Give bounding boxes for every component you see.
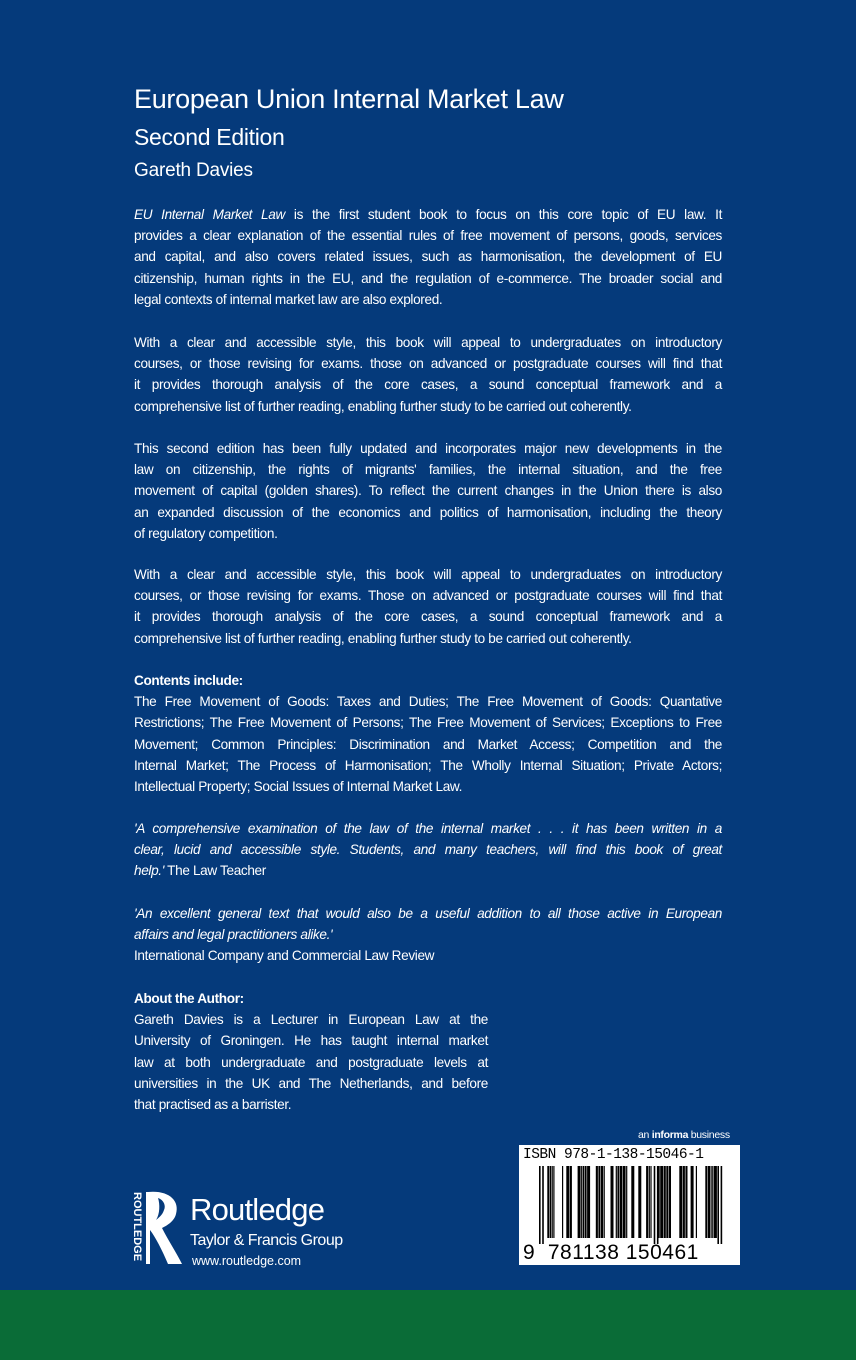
barcode-bar xyxy=(566,1166,569,1238)
p3-line: movement of capital (golden shares). To reflect the current changes in the Union there is also xyxy=(134,483,722,499)
barcode-bar xyxy=(570,1166,572,1238)
paragraph-4 xyxy=(134,564,722,649)
p3-line: This second edition has been fully updated and incorporates major new developments in the xyxy=(134,441,722,456)
about-author xyxy=(134,988,488,1115)
intro-lead: EU Internal Market Law xyxy=(134,207,285,222)
barcode-bar xyxy=(553,1166,554,1238)
barcode-bar xyxy=(598,1166,600,1238)
barcode-bar xyxy=(679,1166,682,1238)
contents-section xyxy=(134,670,722,797)
contents-line: Movement; Common Principles: Discrimination and Market Access; Competition and the xyxy=(134,736,722,752)
barcode-bar xyxy=(552,1166,553,1238)
publisher-website[interactable]: www.routledge.com xyxy=(192,1254,302,1268)
barcode-bar xyxy=(578,1166,581,1238)
barcode-bar xyxy=(601,1166,603,1238)
quote-line: 'An excellent general text that would also be a useful addition to all those active in European xyxy=(134,906,722,921)
p4-line: it provides thorough analysis of the core cases, a sound conceptual framework and a xyxy=(134,609,722,625)
quote-line: affairs and legal practitioners alike.' xyxy=(134,927,333,943)
quote-line: help.' xyxy=(134,863,164,879)
barcode-bar xyxy=(542,1166,544,1244)
barcode-bar xyxy=(587,1166,590,1238)
bottom-band xyxy=(0,1290,856,1360)
quote-line: clear, lucid and accessible style. Students, and many teachers, will find this book of great xyxy=(134,842,722,858)
about-line: Gareth Davies is a Lecturer in European Law at the xyxy=(134,1012,488,1028)
about-heading: About the Author: xyxy=(134,991,244,1006)
review-quote-2 xyxy=(134,903,722,967)
barcode-bar xyxy=(646,1166,648,1238)
barcode-bar xyxy=(685,1166,687,1238)
barcode-bar xyxy=(708,1166,710,1238)
barcode-bar xyxy=(583,1166,584,1238)
intro-line: legal contexts of internal market law are also explored. xyxy=(134,291,443,307)
informa-tagline: an informa business xyxy=(638,1129,730,1141)
intro-line: citizenship, human rights in the EU, and the regulation of e-commerce. The broader social and xyxy=(134,270,722,286)
barcode-bar xyxy=(562,1166,563,1238)
about-line: University of Groningen. He has taught internal market xyxy=(134,1033,488,1049)
intro-line: provides a clear explanation of the essential rules of free movement of persons, goods, services xyxy=(134,228,722,244)
barcode-bar xyxy=(657,1166,659,1244)
quote-source: International Company and Commercial Law Review xyxy=(134,948,435,964)
barcode-bar xyxy=(611,1166,614,1238)
p2-line: courses, or those revising for exams. those on advanced or postgraduate courses will find that xyxy=(134,356,722,372)
publisher-group: Taylor & Francis Group xyxy=(190,1232,343,1249)
barcode-bar xyxy=(712,1166,713,1238)
contents-heading: Contents include: xyxy=(134,673,243,688)
barcode-bar xyxy=(596,1166,598,1238)
p4-line: courses, or those revising for exams. Those on advanced or postgraduate courses will find that xyxy=(134,588,722,604)
barcode-bar xyxy=(649,1166,650,1238)
contents-line: Intellectual Property; Social Issues of Internal Market Law. xyxy=(134,778,463,794)
edition: Second Edition xyxy=(134,124,285,150)
p2-line: comprehensive list of further reading, enabling further study to be carried out coherently. xyxy=(134,398,632,414)
about-line: that practised as a barrister. xyxy=(134,1096,292,1112)
barcode-bar xyxy=(650,1166,651,1238)
barcode-bar xyxy=(721,1166,723,1244)
routledge-logo-icon xyxy=(128,1190,184,1265)
quote-line: 'A comprehensive examination of the law of the internal market . . . it has been written in a xyxy=(134,821,722,836)
book-title: European Union Internal Market Law xyxy=(134,84,564,114)
quote-source: The Law Teacher xyxy=(163,863,266,879)
ean-digits: 9 781138 150461 xyxy=(523,1241,699,1264)
barcode-bar xyxy=(711,1166,712,1238)
barcode-bar xyxy=(714,1166,717,1238)
barcode-bar xyxy=(664,1166,666,1238)
barcode-bar xyxy=(550,1166,551,1238)
barcode-bar xyxy=(547,1166,549,1238)
contents-line: Restrictions; The Free Movement of Persons; The Free Movement of Services; Exceptions to Free xyxy=(134,715,722,731)
paragraph-3 xyxy=(134,438,722,544)
intro-line: and capital, and also covers related issues, such as harmonisation, the development of EU xyxy=(134,249,722,265)
svg-text:ROUTLEDGE: ROUTLEDGE xyxy=(131,1192,143,1262)
barcode-bar xyxy=(631,1166,634,1238)
review-quote-1 xyxy=(134,818,722,882)
barcode-bar xyxy=(616,1166,617,1238)
barcode-bar xyxy=(691,1166,694,1238)
p4-line: comprehensive list of further reading, enabling further study to be carried out coherently. xyxy=(134,630,632,646)
about-line: universities in the UK and The Netherlands, and before xyxy=(134,1075,488,1091)
intro-paragraph xyxy=(134,204,722,310)
barcode-bar xyxy=(620,1166,622,1238)
intro-line: is the first student book to focus on this core topic of EU law. It xyxy=(284,207,722,222)
barcode-bar xyxy=(539,1166,541,1244)
contents-line: Internal Market; The Process of Harmonisation; The Wholly Internal Situation; Private Actors; xyxy=(134,757,722,773)
barcode-bar xyxy=(660,1166,663,1238)
p3-line: law on citizenship, the rights of migrants' families, the internal situation, and the free xyxy=(134,462,722,478)
barcode-bar xyxy=(666,1166,668,1238)
barcode-bar xyxy=(604,1166,605,1238)
publisher-name: Routledge xyxy=(190,1192,325,1227)
barcode-bar xyxy=(669,1166,671,1238)
p3-line: of regulatory competition. xyxy=(134,525,278,541)
p4-line: With a clear and accessible style, this book will appeal to undergraduates on introductory xyxy=(134,567,722,582)
about-line: law at both undergraduate and postgraduate levels at xyxy=(134,1054,488,1070)
contents-line: The Free Movement of Goods: Taxes and Duties; The Free Movement of Goods: Quantative xyxy=(134,694,722,710)
paragraph-2 xyxy=(134,332,722,417)
barcode-bar xyxy=(683,1166,685,1238)
barcode-bar xyxy=(623,1166,626,1238)
barcode-bar xyxy=(585,1166,587,1238)
p2-line: With a clear and accessible style, this book will appeal to undergraduates on introductory xyxy=(134,335,722,350)
isbn-label: ISBN 978-1-138-15046-1 xyxy=(523,1147,704,1163)
isbn-barcode xyxy=(519,1145,740,1265)
barcode-bar xyxy=(626,1166,627,1238)
barcode-bar xyxy=(617,1166,619,1238)
p3-line: an expanded discussion of the economics and politics of harmonisation, including the theory xyxy=(134,504,722,520)
barcode-bar xyxy=(696,1166,697,1238)
barcode-bar xyxy=(638,1166,641,1238)
barcode-bar xyxy=(581,1166,582,1238)
author: Gareth Davies xyxy=(134,160,253,181)
barcode-bar xyxy=(717,1166,719,1244)
barcode-bar xyxy=(654,1166,656,1244)
barcode-bar xyxy=(705,1166,707,1238)
barcode-bar xyxy=(659,1166,660,1238)
p2-line: it provides thorough analysis of the core cases, a sound conceptual framework and a xyxy=(134,377,722,393)
